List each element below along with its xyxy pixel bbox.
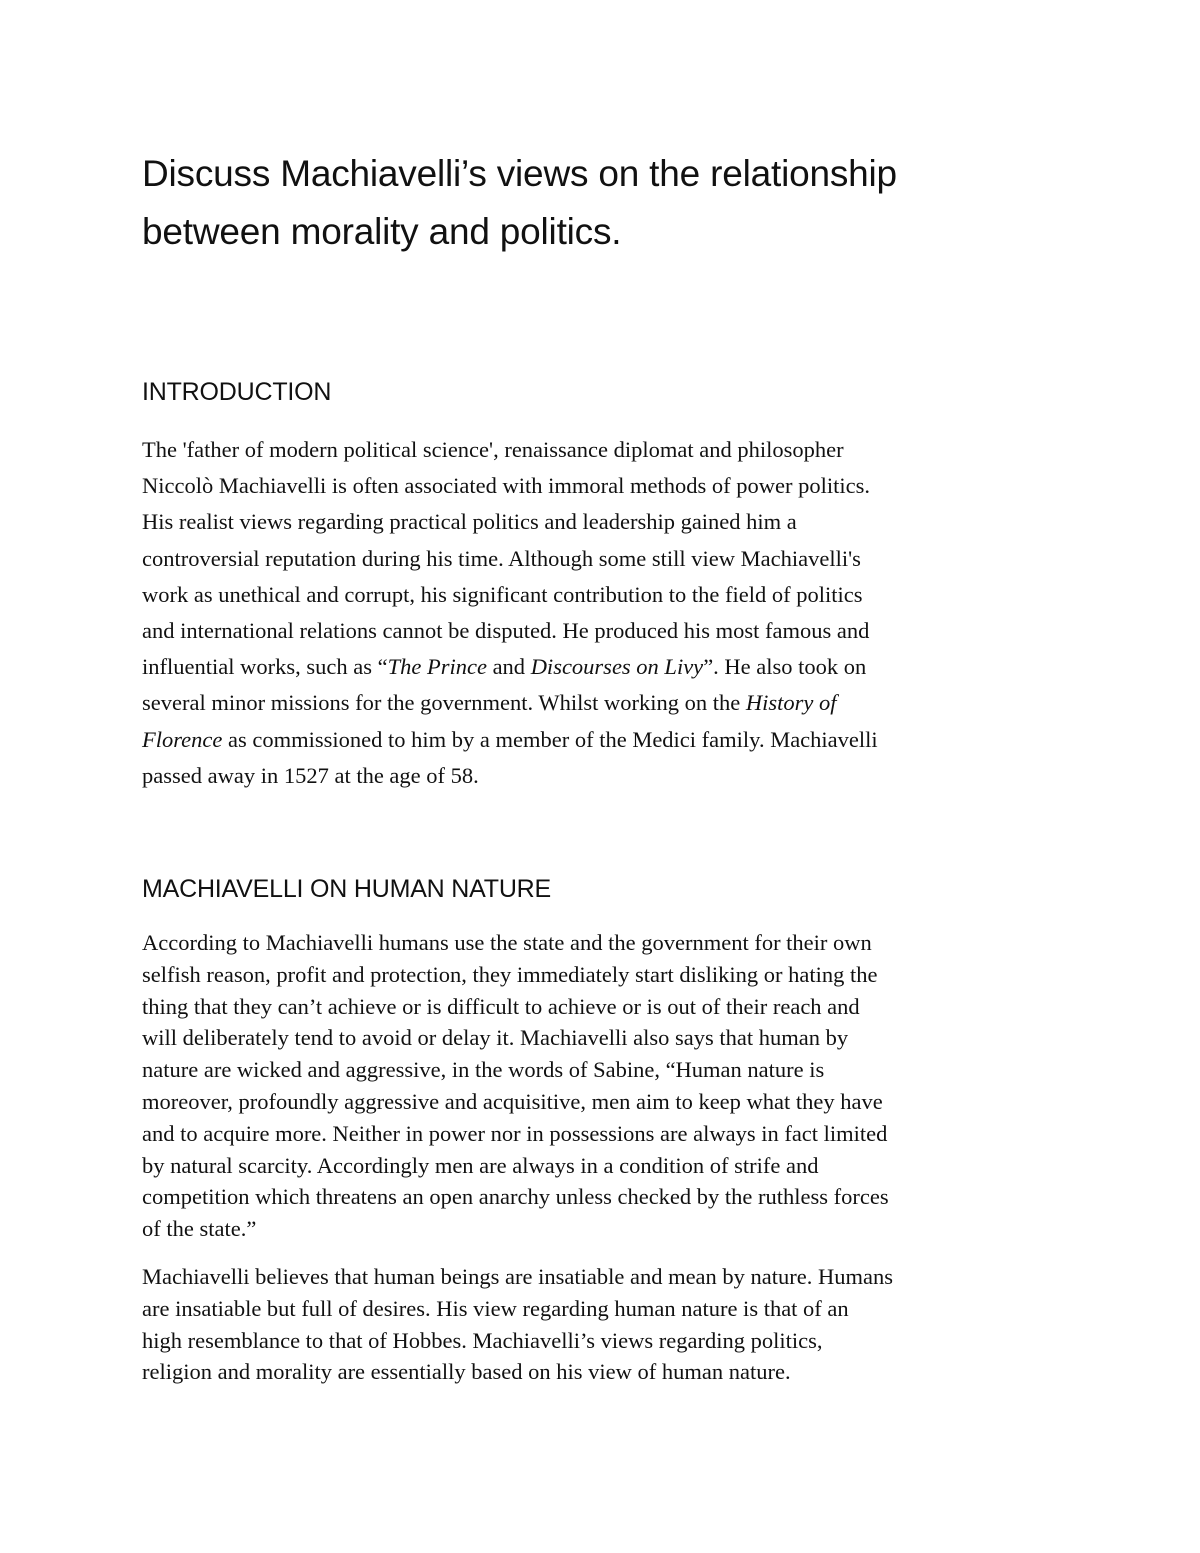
document-body [142,145,1072,1388]
text-line [142,541,1072,577]
text-line [142,1293,1072,1325]
text-run: controversial reputation during his time. Although some still view Machiavelli's [142,545,861,571]
text-line [142,468,1072,504]
text-run: Machiavelli believes that human beings are insatiable and mean by nature. Humans [142,1264,894,1289]
text-run: several minor missions for the government. Whilst working on the [142,690,746,716]
text-line [142,1181,1072,1213]
text-run: competition which threatens an open anarchy unless checked by the ruthless forces [142,1184,889,1210]
text-line [142,1118,1072,1150]
text-run: as commissioned to him by a member of the Medici family. Machiavelli [222,726,878,752]
text-run: According to Machiavelli humans use the state and the government for their own [142,930,872,956]
text-line [142,577,1072,613]
text-run: religion and morality are essentially based on his view of human nature. [142,1359,791,1385]
text-run: The 'father of modern political science', renaissance diplomat and philosopher [142,437,844,462]
text-run: influential works, such as “ [142,654,388,680]
text-line [142,1054,1072,1086]
text-run: thing that they can’t achieve or is difficult to achieve or is out of their reach and [142,993,860,1019]
italic-title-text: The Prince [387,654,487,680]
text-run: by natural scarcity. Accordingly men are always in a condition of strife and [142,1152,819,1178]
text-line [142,991,1072,1023]
text-run: ”. He also took on [703,654,867,680]
text-line [142,1022,1072,1054]
text-run: high resemblance to that of Hobbes. Machiavelli’s views regarding politics, [142,1327,823,1353]
text-run: are insatiable but full of desires. His view regarding human nature is that of an [142,1295,849,1321]
text-line [142,1261,1072,1293]
text-run: His realist views regarding practical politics and leadership gained him a [142,509,797,535]
text-run: will deliberately tend to avoid or delay it. Machiavelli also says that human by [142,1025,849,1051]
text-line [142,927,1072,959]
title-line: between morality and politics. [142,211,622,252]
text-line [142,685,1072,721]
text-run: Niccolò Machiavelli is often associated with immoral methods of power politics. [142,473,870,499]
text-run: passed away in 1527 at the age of 58. [142,762,479,788]
text-line [142,1325,1072,1357]
text-run: moreover, profoundly aggressive and acquisitive, men aim to keep what they have [142,1089,883,1115]
text-line [142,1086,1072,1118]
text-run: and international relations cannot be disputed. He produced his most famous and [142,618,870,644]
text-line [142,758,1072,794]
human-nature-paragraph-2 [142,1261,1072,1388]
italic-title-text: History of [745,690,837,716]
section-heading-introduction: INTRODUCTION [142,378,332,406]
text-line [142,1356,1072,1388]
italic-title-text: Discourses on Livy [530,654,704,680]
text-line [142,613,1072,649]
italic-title-text: Florence [142,726,223,752]
introduction-paragraph [142,432,1072,794]
title-line: Discuss Machiavelli’s views on the relationship [142,153,897,194]
text-line [142,959,1072,991]
text-run: work as unethical and corrupt, his significant contribution to the field of politics [142,581,863,607]
text-run: and [486,654,531,680]
text-line [142,1150,1072,1182]
text-run: nature are wicked and aggressive, in the words of Sabine, “Human nature is [142,1057,825,1083]
text-line [142,722,1072,758]
document-title [142,145,1072,261]
text-run: selfish reason, profit and protection, they immediately start disliking or hating the [142,961,878,987]
section-heading-human-nature: MACHIAVELLI ON HUMAN NATURE [142,875,552,904]
text-run: and to acquire more. Neither in power nor in possessions are always in fact limited [142,1120,888,1146]
text-line [142,649,1072,685]
text-line [142,504,1072,540]
text-line [142,432,1072,468]
human-nature-paragraph-1 [142,927,1072,1245]
text-run: of the state.” [142,1216,257,1242]
text-line [142,1213,1072,1245]
